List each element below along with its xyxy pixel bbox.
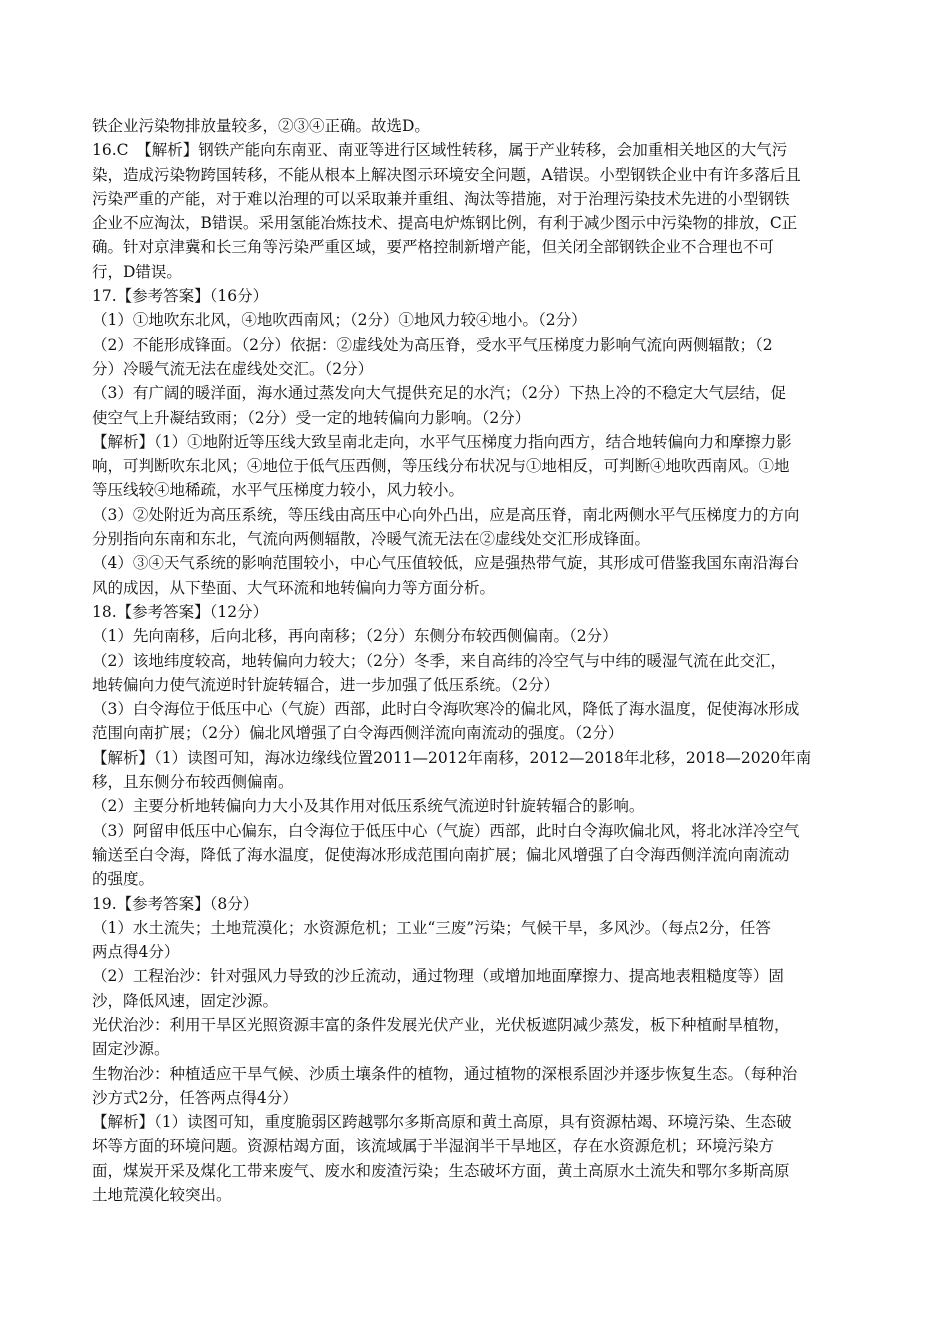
text-line: 土地荒漠化较突出。 <box>92 1186 232 1205</box>
text-line: 地转偏向力使气流逆时针旋转辐合，进一步加强了低压系统。（2分） <box>92 675 560 694</box>
section-heading: 19.【参考答案】（8分） <box>92 894 259 913</box>
text-line: 【解析】（1）读图可知，海冰边缘线位置2011—2012年南移，2012—2018年北移，2018—2020年南 <box>92 748 812 767</box>
text-line: 企业不应淘汰，B错误。采用氢能冶炼技术、提高电炉炼钢比例，有利于减少图示中污染物的排放，C正 <box>92 214 798 233</box>
text-line: （1）水土流失；土地荒漠化；水资源危机；工业“三废”污染；气候干旱，多风沙。（每点2分，任答 <box>92 918 771 937</box>
text-line: 污染严重的产能，对于难以治理的可以采取兼并重组、淘汰等措施，对于治理污染技术先进的小型钢铁 <box>92 189 790 208</box>
text-line: 移，且东侧分布较西侧偏南。 <box>92 773 294 792</box>
text-line: 输送至白令海，降低了海水温度，促使海冰形成范围向南扩展；偏北风增强了白令海西侧洋流向南流动 <box>92 845 790 864</box>
text-line: 坏等方面的环境问题。资源枯竭方面，该流域属于半湿润半干旱地区，存在水资源危机；环境污染方 <box>92 1137 775 1156</box>
text-line: （3）阿留申低压中心偏东，白令海位于低压中心（气旋）西部，此时白令海吹偏北风，将北冰洋冷空气 <box>92 821 800 840</box>
text-line: 分）冷暖气流无法在虚线处交汇。（2分） <box>92 359 374 378</box>
text-line: 生物治沙：种植适应干旱气候、沙质土壤条件的植物，通过植物的深根系固沙并逐步恢复生态。（每种治 <box>92 1064 798 1083</box>
text-line: 沙方式2分，任答两点得4分） <box>92 1088 298 1107</box>
text-line: 分别指向东南和东北，气流向两侧辐散，冷暖气流无法在②虚线处交汇形成锋面。 <box>92 530 651 549</box>
answer-document <box>92 114 862 1207</box>
text-line: 使空气上升凝结致雨；（2分）受一定的地转偏向力影响。（2分） <box>92 408 531 427</box>
text-line: （1）①地吹东北风，④地吹西南风；（2分）①地风力较④地小。（2分） <box>92 311 587 330</box>
text-line: 确。针对京津冀和长三角等污染严重区域，要严格控制新增产能，但关闭全部钢铁企业不合理也不可 <box>92 238 775 257</box>
text-line: （2）不能形成锋面。（2分）依据：②虚线处为高压脊，受水平气压梯度力影响气流向两侧辐散；（2 <box>92 335 773 354</box>
text-line: （1）先向南移，后向北移，再向南移；（2分）东侧分布较西侧偏南。（2分） <box>92 627 618 646</box>
section-heading: 17.【参考答案】（16分） <box>92 287 269 306</box>
text-line: 光伏治沙：利用干旱区光照资源丰富的条件发展光伏产业，光伏板遮阴减少蒸发，板下种植耐旱植物， <box>92 1015 790 1034</box>
text-line: 面，煤炭开采及煤化工带来废气、废水和废渣污染；生态破坏方面，黄土高原水土流失和鄂尔多斯高原 <box>92 1161 790 1180</box>
text-line: 染，造成污染物跨国转移，不能从根本上解决图示环境安全问题，A错误。小型钢铁企业中有许多落后且 <box>92 165 801 184</box>
text-line: 【解析】（1）①地附近等压线大致呈南北走向，水平气压梯度力指向西方，结合地转偏向力和摩擦力影 <box>92 432 792 451</box>
text-line: 范围向南扩展；（2分）偏北风增强了白令海西侧洋流向南流动的强度。（2分） <box>92 724 624 743</box>
text-line: 行，D错误。 <box>92 262 182 281</box>
text-line: 等压线较④地稀疏，水平气压梯度力较小，风力较小。 <box>92 481 465 500</box>
text-line: （2）工程治沙：针对强风力导致的沙丘流动，通过物理（或增加地面摩擦力、提高地表粗糙度等）固 <box>92 967 784 986</box>
text-line: 两点得4分） <box>92 943 180 962</box>
text-line: 16.C 【解析】钢铁产能向东南亚、南亚等进行区域性转移，属于产业转移，会加重相关地区的大气污 <box>92 141 788 160</box>
text-line: （2）该地纬度较高，地转偏向力较大；（2分）冬季，来自高纬的冷空气与中纬的暖湿气流在此交汇， <box>92 651 786 670</box>
text-line: 【解析】（1）读图可知，重度脆弱区跨越鄂尔多斯高原和黄土高原，具有资源枯竭、环境污染、生态破 <box>92 1113 792 1132</box>
text-line: 铁企业污染物排放量较多，②③④正确。故选D。 <box>92 117 430 135</box>
text-line: 响，可判断吹东北风；④地位于低气压西侧，等压线分布状况与①地相反，可判断④地吹西南风。①地 <box>92 457 790 476</box>
text-line: （3）②处附近为高压系统，等压线由高压中心向外凸出，应是高压脊，南北两侧水平气压梯度力的方向 <box>92 505 800 524</box>
text-line: 沙，降低风速，固定沙源。 <box>92 991 279 1010</box>
text-line: （3）白令海位于低压中心（气旋）西部，此时白令海吹寒冷的偏北风，降低了海水温度，促使海冰形成 <box>92 700 800 719</box>
text-line: 的强度。 <box>92 870 155 889</box>
text-line: （4）③④天气系统的影响范围较小，中心气压值较低，应是强热带气旋，其形成可借鉴我国东南沿海台 <box>92 554 800 573</box>
text-line: （2）主要分析地转偏向力大小及其作用对低压系统气流逆时针旋转辐合的影响。 <box>92 797 645 816</box>
text-line: （3）有广阔的暖洋面，海水通过蒸发向大气提供充足的水汽；（2分）下热上冷的不稳定大气层结，促 <box>92 384 786 403</box>
section-heading: 18.【参考答案】（12分） <box>92 602 269 621</box>
text-line: 风的成因，从下垫面、大气环流和地转偏向力等方面分析。 <box>92 578 496 597</box>
text-line: 固定沙源。 <box>92 1040 170 1059</box>
